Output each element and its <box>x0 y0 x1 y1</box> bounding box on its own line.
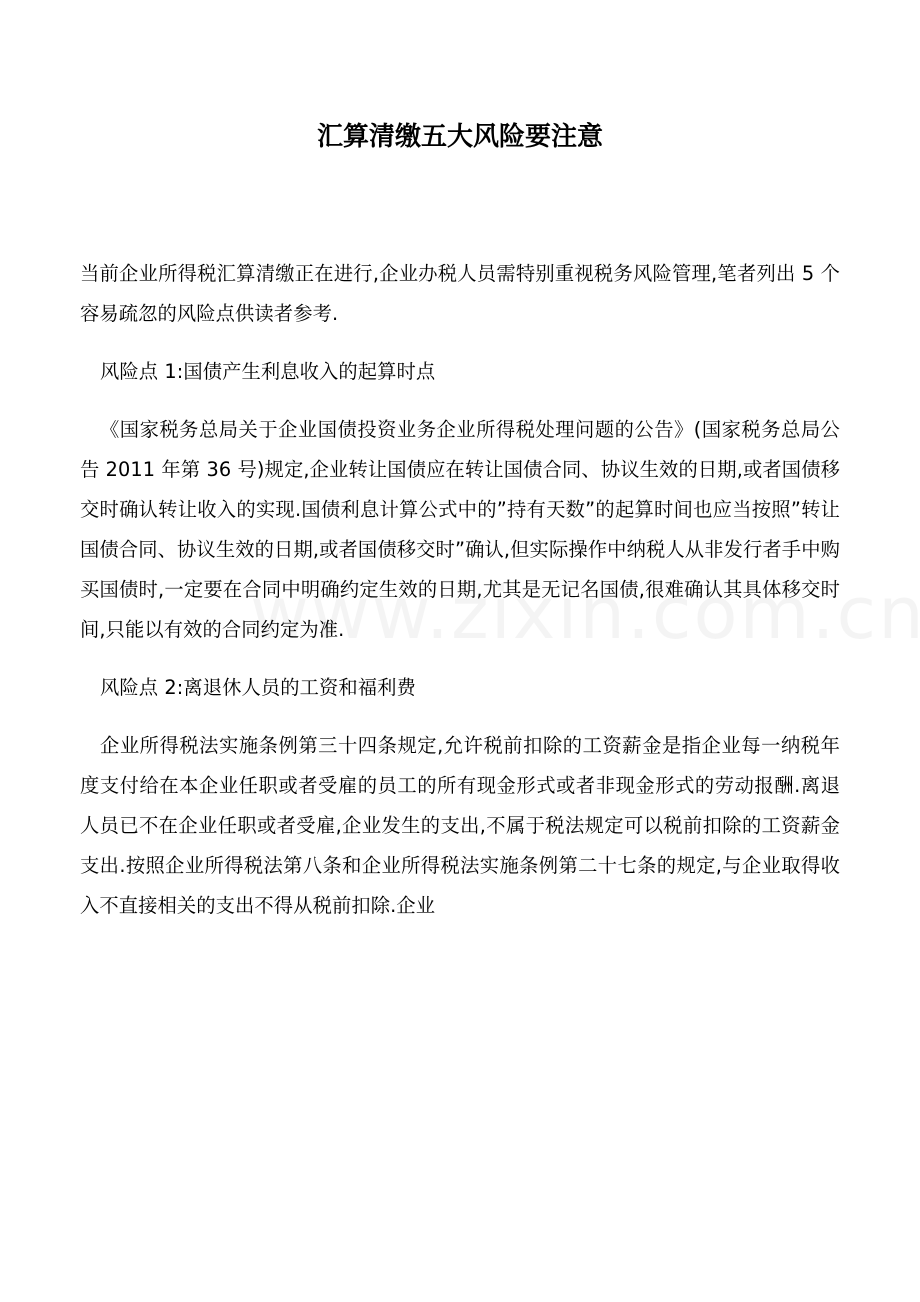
document-body <box>80 254 840 944</box>
document-title: 汇算清缴五大风险要注意 <box>316 122 603 152</box>
risk-point-2-heading: 风险点 2:离退休人员的工资和福利费 <box>100 676 416 699</box>
risk-point-1-heading: 风险点 1:国债产生利息收入的起算时点 <box>100 360 436 383</box>
intro-paragraph: 当前企业所得税汇算清缴正在进行,企业办税人员需特别重视税务风险管理,笔者列出 5 个容易疏忽的风险点供读者参考. <box>80 262 840 325</box>
risk-point-1-paragraph: 《国家税务总局关于企业国债投资业务企业所得税处理问题的公告》(国家税务总局公告 2011 年第 36 号)规定,企业转让国债应在转让国债合同、协议生效的日期,或者国债移交时确认转让收入的实现.国债利息计算公式中的”持有天数”的起算时间也应当按照”转让国债合同、协议生效的日期,或者国债移交时”确认,但实际操作中纳税人从非发行者手中购买国债时,一定要在合同中明确约定生效的日期,尤其是无记名国债,很难确认其具体移交时间,只能以有效的合同约定为准. <box>80 418 840 641</box>
risk-point-2-paragraph: 企业所得税法实施条例第三十四条规定,允许税前扣除的工资薪金是指企业每一纳税年度支付给在本企业任职或者受雇的员工的所有现金形式或者非现金形式的劳动报酬.离退人员已不在企业任职或者受雇,企业发生的支出,不属于税法规定可以税前扣除的工资薪金支出.按照企业所得税法第八条和企业所得税法实施条例第二十七条的规定,与企业取得收入不直接相关的支出不得从税前扣除.企业 <box>80 734 840 917</box>
